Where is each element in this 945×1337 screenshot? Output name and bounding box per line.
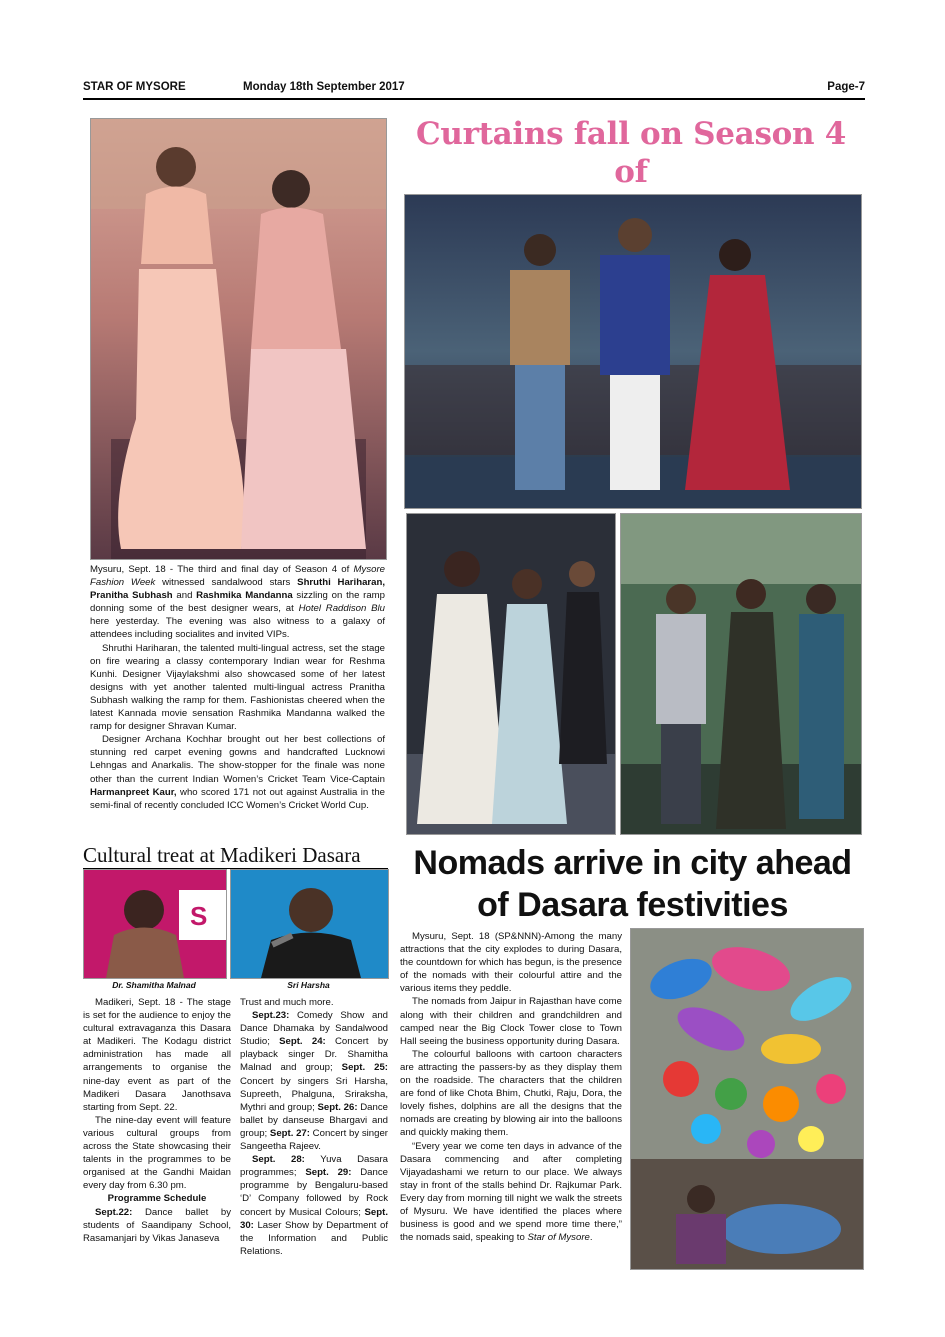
nomads-paragraph-4: “Every year we come ten days in advance of the Dasara commencing and after completing Vijayadashami we return to our place. We always stay in front of the stalls behind Dr. Rajkumar Park. Every day from morning till night we walk the streets of Mysuru. We have identified the places where business is good and we spend more time there,” the nomads said, speaking to Star of Mysore.: [400, 1140, 622, 1244]
issue-date: Monday 18th September 2017: [243, 81, 405, 93]
photo-balloon-seller: [630, 928, 864, 1270]
dasara-headline: Cultural treat at Madikeri Dasara: [83, 843, 361, 867]
fashion-article: [90, 563, 385, 812]
nomads-headline: [400, 842, 865, 926]
caption-shamitha: Dr. Shamitha Malnad: [112, 980, 196, 990]
ramp-photo-three-celebrities: [404, 194, 862, 509]
schedule-sept28-30: Sept. 28: Yuva Dasara programmes; Sept. 29: Dance programme by Bengaluru-based ‘D’ Company followed by Rock concert by Musical Colours; Sept. 30: Laser Show by Department of the Information and Public Relations.: [240, 1154, 388, 1257]
dasara-column-1: [83, 996, 231, 1245]
photo-shamitha-malnad: [83, 869, 227, 979]
dasara-column-2: [240, 996, 388, 1258]
fashion-paragraph-2: Shruthi Hariharan, the talented multi-lingual actress, set the stage on fire wearing a classy contemporary Indian wear for Reshma Kunhi. Designer Vijaylakshmi also showcased some of her latest designs with yet another talented multi-lingual actress Pranitha Subhash walking the ramp for them. Fashionistas cheered when the latest Kannada movie sensation Rashmika Mandanna walked the ramp for designer Shravan Kumar.: [90, 642, 385, 733]
nomads-headline-line2: of Dasara festivities: [477, 886, 788, 924]
nomads-paragraph-2: The nomads from Jaipur in Rajasthan have come along with their children and grandchildren and camped near the Big Clock Tower close to Town Hall seeing the business opportunity during Dasara.: [400, 996, 622, 1047]
dasara-continued: Trust and much more.: [240, 997, 334, 1008]
page-number: Page-7: [827, 81, 865, 93]
paper-name: STAR OF MYSORE: [83, 81, 186, 93]
nomads-headline-line1: Nomads arrive in city ahead: [413, 844, 852, 882]
fashion-paragraph-1: Mysuru, Sept. 18 - The third and final day of Season 4 of Mysore Fashion Week witnessed sandalwood stars Shruthi Hariharan, Pranitha Subhash and Rashmika Mandanna sizzling on the ramp donning some of the best designer wears, at Hotel Raddison Blu here yesterday. The evening was also witness to a galaxy of attendees including socialites and invited VIPs.: [90, 564, 386, 641]
nomads-article: [400, 930, 622, 1244]
ramp-photo-group: [620, 513, 862, 835]
ramp-photo-two-models: [90, 118, 387, 560]
schedule-heading: Programme Schedule: [107, 1193, 207, 1205]
masthead: [83, 80, 865, 100]
photo-sri-harsha: [230, 869, 389, 979]
caption-sri-harsha: Sri Harsha: [287, 980, 330, 990]
schedule-sept23-27: Sept.23: Comedy Show and Dance Dhamaka by Sandalwood Studio; Sept. 24: Concert by playback singer Dr. Shamitha Malnad and group; Sept. 25: Concert by singers Sri Harsha, Supreeth, Phalguna, Sriraksha, Mythri and group; Sept. 26: Dance ballet by danseuse Bhargavi and group; Sept. 27: Concert by singer Sangeetha Rajeev.: [240, 1010, 388, 1153]
fashion-paragraph-3: Designer Archana Kochhar brought out her best collections of stunning red carpet evening gowns and handcrafted Lucknowi Lehngas and Anarkalis. The show-stopper for the finale was none other than the current Indian Women’s Cricket Team Vice-Captain Harmanpreet Kaur, who scored 171 not out against Australia in the semi-final of recently concluded ICC Women’s Cricket World Cup.: [90, 734, 386, 811]
dasara-paragraph-1: Madikeri, Sept. 18 - The stage is set for the audience to enjoy the cultural extravaganza this Dasara at Madikeri. The Kodagu district administration has made all arrangements to organise the nine-day event as part of the Madikeri Dasara Janothsava starting from Sept. 22.: [83, 997, 231, 1113]
svg-text:S: S: [190, 901, 208, 931]
fashion-headline-line1: Curtains fall on Season 4 of: [415, 116, 846, 190]
schedule-sept22: Sept.22: Dance ballet by students of Saandipany School, Rasamanjari by Vikas Janaseva: [83, 1206, 231, 1244]
nomads-paragraph-1: Mysuru, Sept. 18 (SP&NNN)-Among the many attractions that the city explodes to during Dasara, the countdown for which has begun, is the presence of the nomads with their colourful attire and the various items they peddle.: [400, 931, 622, 995]
ramp-photo-gowns: [406, 513, 616, 835]
nomads-paragraph-3: The colourful balloons with cartoon characters are attracting the passers-by as they display them on the roadside. The characters that the children are fond of like Chota Bhim, Chutki, Raju, Dora, the lovely fishes, dolphins are all the designs that the nomads are creating by blowing air into the balloons and quickly making them.: [400, 1048, 622, 1139]
dasara-paragraph-2: The nine-day event will feature various cultural groups from across the State showcasing their talents in the programmes to be organised at the Gandhi Maidan every day from 6.30 pm.: [83, 1114, 231, 1192]
